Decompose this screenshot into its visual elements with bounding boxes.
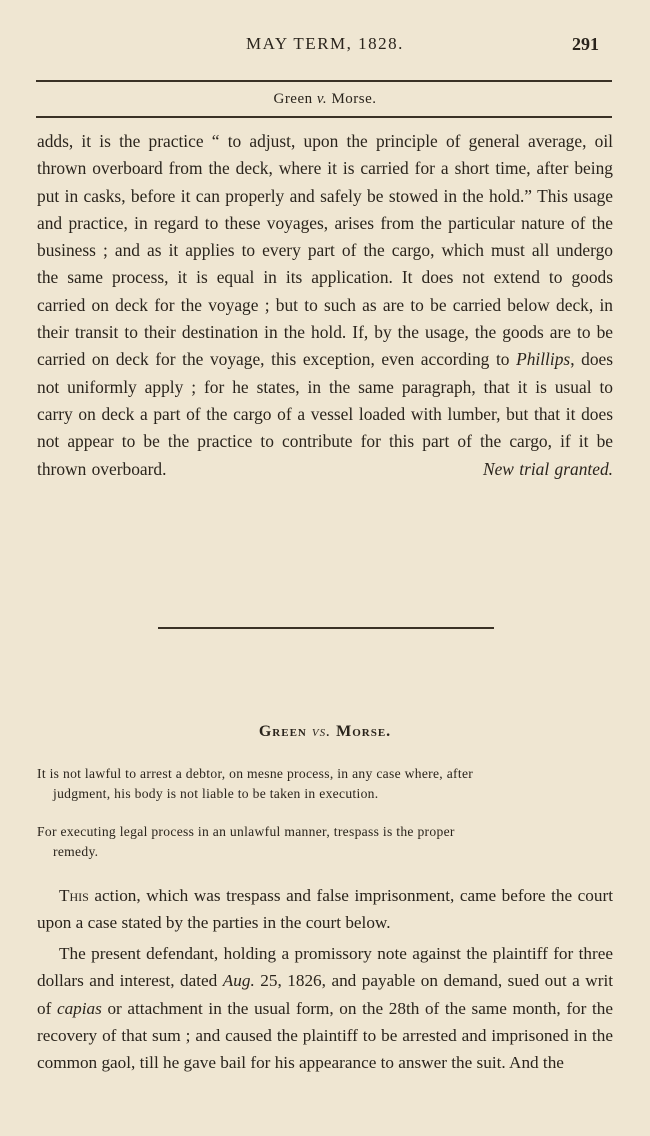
paragraph-lead-word: This	[59, 886, 89, 905]
running-head	[0, 34, 650, 58]
running-head-title: MAY TERM, 1828.	[246, 34, 404, 53]
header-rule	[36, 116, 612, 118]
headnote-2-line-1: For executing legal process in an unlawful manner, trespass is the proper	[37, 824, 455, 839]
case-title	[0, 723, 650, 741]
headnote-2	[37, 822, 613, 862]
headnote-1-line-2: judgment, his body is not liable to be taken in execution.	[53, 786, 379, 801]
statement-paragraph-1	[37, 882, 613, 937]
statement-paragraph-2	[37, 940, 613, 1076]
date-abbrev: Aug.	[222, 971, 255, 991]
case-title-plaintiff: Green	[258, 723, 312, 740]
headnote-1-line-1: It is not lawful to arrest a debtor, on mesne process, in any case where, after	[37, 766, 474, 781]
statement-text-2b: 25, 1826, and payable on demand, sued out a writ of	[37, 971, 613, 1018]
statement-text-2a: The present defendant, holding a promissory note against the plaintiff for three dollars and interest, dated	[37, 944, 613, 991]
headnote-2-line-2: remedy.	[53, 844, 99, 859]
verdict: New trial granted.	[482, 458, 613, 479]
case-header-v: v.	[316, 91, 328, 107]
page-number: 291	[572, 34, 599, 54]
case-separator-rule	[158, 627, 494, 629]
case-title-defendant: Morse.	[331, 723, 392, 740]
case-header-defendant: Morse.	[327, 91, 377, 107]
top-rule	[36, 80, 612, 82]
headnote-1	[37, 764, 613, 804]
opinion-text-1: adds, it is the practice “ to adjust, upon the principle of general average, oil thrown overboard from the deck, where it is carried for a short time, after being put in casks, before it can properly and safely be stowed in the hold.” This usage and practice, in regard to these voyages, arises from the particular nature of the business ; and as it applies to every part of the cargo, which must all undergo the same process, it is equal in its application. It does not extend to goods carried on deck for the voyage ; but to such as are to be carried below deck, in their transit to their destination in the hold. If, by the usage, the goods are to be carried on deck for the voyage, this exception, even according to	[37, 131, 613, 370]
authority-citation: Phillips	[516, 349, 571, 370]
case-running-header	[0, 91, 650, 108]
statement-text-1: action, which was trespass and false imprisonment, came before the court upon a case stated by the parties in the court below.	[37, 886, 613, 933]
opinion-conclusion	[37, 128, 613, 483]
opinion-text-2: , does not uniformly apply ; for he states, in the same paragraph, that it is usual to carry on deck a part of the cargo of a vessel loaded with lumber, but that it does not appear to be the practice to contribute for this part of the cargo, if it be thrown overboard.	[37, 349, 614, 479]
case-title-vs: vs.	[311, 723, 332, 740]
writ-term: capias	[56, 998, 102, 1018]
statement-text-2c: or attachment in the usual form, on the 28th of the same month, for the recovery of that sum ; and caused the plaintiff to be arrested and imprisoned in the common gaol, till he gave bail for his appearance to answer the suit. And the	[37, 998, 613, 1073]
case-header-plaintiff: Green	[273, 91, 317, 107]
